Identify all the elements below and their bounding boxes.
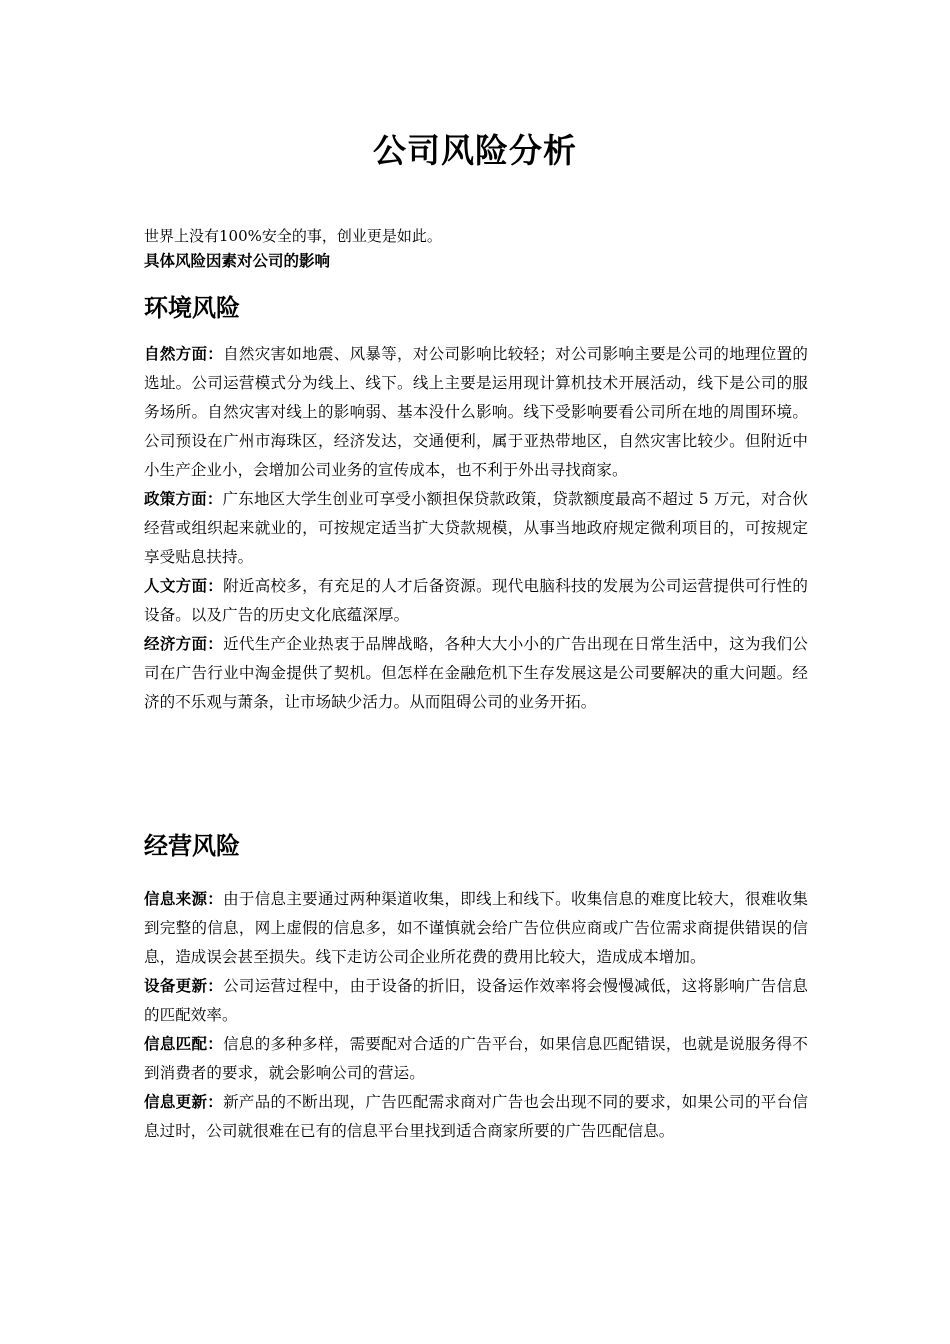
- paragraph-natural: [144, 340, 808, 485]
- section-heading-operation-risk: 经营风险: [144, 832, 240, 860]
- paragraph-text: 信息的多种多样，需要配对合适的广告平台，如果信息匹配错误，也就是说服务得不到消费者的要求，就会影响公司的营运。: [144, 1035, 808, 1082]
- paragraph-label: 人文方面：: [144, 577, 224, 595]
- paragraph-label: 信息更新：: [144, 1093, 224, 1111]
- paragraph-label: 信息匹配：: [144, 1035, 224, 1053]
- intro-line: 世界上没有100%安全的事，创业更是如此。: [144, 227, 442, 245]
- paragraph-equipment-update: [144, 972, 808, 1030]
- paragraph-culture: [144, 572, 808, 630]
- intro-subheading: 具体风险因素对公司的影响: [144, 252, 331, 270]
- paragraph-text: 新产品的不断出现，广告匹配需求商对广告也会出现不同的要求，如果公司的平台信息过时，公司就很难在已有的信息平台里找到适合商家所要的广告匹配信息。: [144, 1093, 808, 1140]
- paragraph-economy: [144, 630, 808, 717]
- paragraph-text: 由于信息主要通过两种渠道收集，即线上和线下。收集信息的难度比较大，很难收集到完整的信息，网上虚假的信息多，如不谨慎就会给广告位供应商或广告位需求商提供错误的信息，造成误会甚至损失。线下走访公司企业所花费的费用比较大，造成成本增加。: [144, 890, 808, 966]
- section-heading-environment-risk: 环境风险: [144, 294, 240, 322]
- section-body-environment-risk: [144, 340, 808, 717]
- page-title: 公司风险分析: [373, 131, 577, 170]
- paragraph-label: 政策方面：: [144, 490, 223, 508]
- paragraph-text: 近代生产企业热衷于品牌战略，各种大大小小的广告出现在日常生活中，这为我们公司在广告行业中淘金提供了契机。但怎样在金融危机下生存发展这是公司要解决的重大问题。经济的不乐观与萧条，让市场缺少活力。从而阻碍公司的业务开拓。: [144, 635, 808, 711]
- paragraph-label: 经济方面：: [144, 635, 224, 653]
- paragraph-text: 附近高校多，有充足的人才后备资源。现代电脑科技的发展为公司运营提供可行性的设备。以及广告的历史文化底蕴深厚。: [144, 577, 808, 624]
- paragraph-info-update: [144, 1088, 808, 1146]
- paragraph-text: 广东地区大学生创业可享受小额担保贷款政策，贷款额度最高不超过 5 万元，对合伙经营或组织起来就业的，可按规定适当扩大贷款规模，从事当地政府规定微利项目的，可按规定享受贴息扶持。: [144, 490, 808, 566]
- paragraph-info-source: [144, 885, 808, 972]
- paragraph-info-matching: [144, 1030, 808, 1088]
- paragraph-text: 公司运营过程中，由于设备的折旧，设备运作效率将会慢慢减低，这将影响广告信息的匹配效率。: [144, 977, 808, 1024]
- section-body-operation-risk: [144, 885, 808, 1146]
- paragraph-label: 设备更新：: [144, 977, 224, 995]
- paragraph-policy: [144, 485, 808, 572]
- paragraph-label: 信息来源：: [144, 890, 224, 908]
- paragraph-label: 自然方面：: [144, 345, 224, 363]
- paragraph-text: 自然灾害如地震、风暴等，对公司影响比较轻；对公司影响主要是公司的地理位置的选址。公司运营模式分为线上、线下。线上主要是运用现计算机技术开展活动，线下是公司的服务场所。自然灾害对线上的影响弱、基本没什么影响。线下受影响要看公司所在地的周围环境。公司预设在广州市海珠区，经济发达，交通便利，属于亚热带地区，自然灾害比较少。但附近中小生产企业小，会增加公司业务的宣传成本，也不利于外出寻找商家。: [144, 345, 808, 479]
